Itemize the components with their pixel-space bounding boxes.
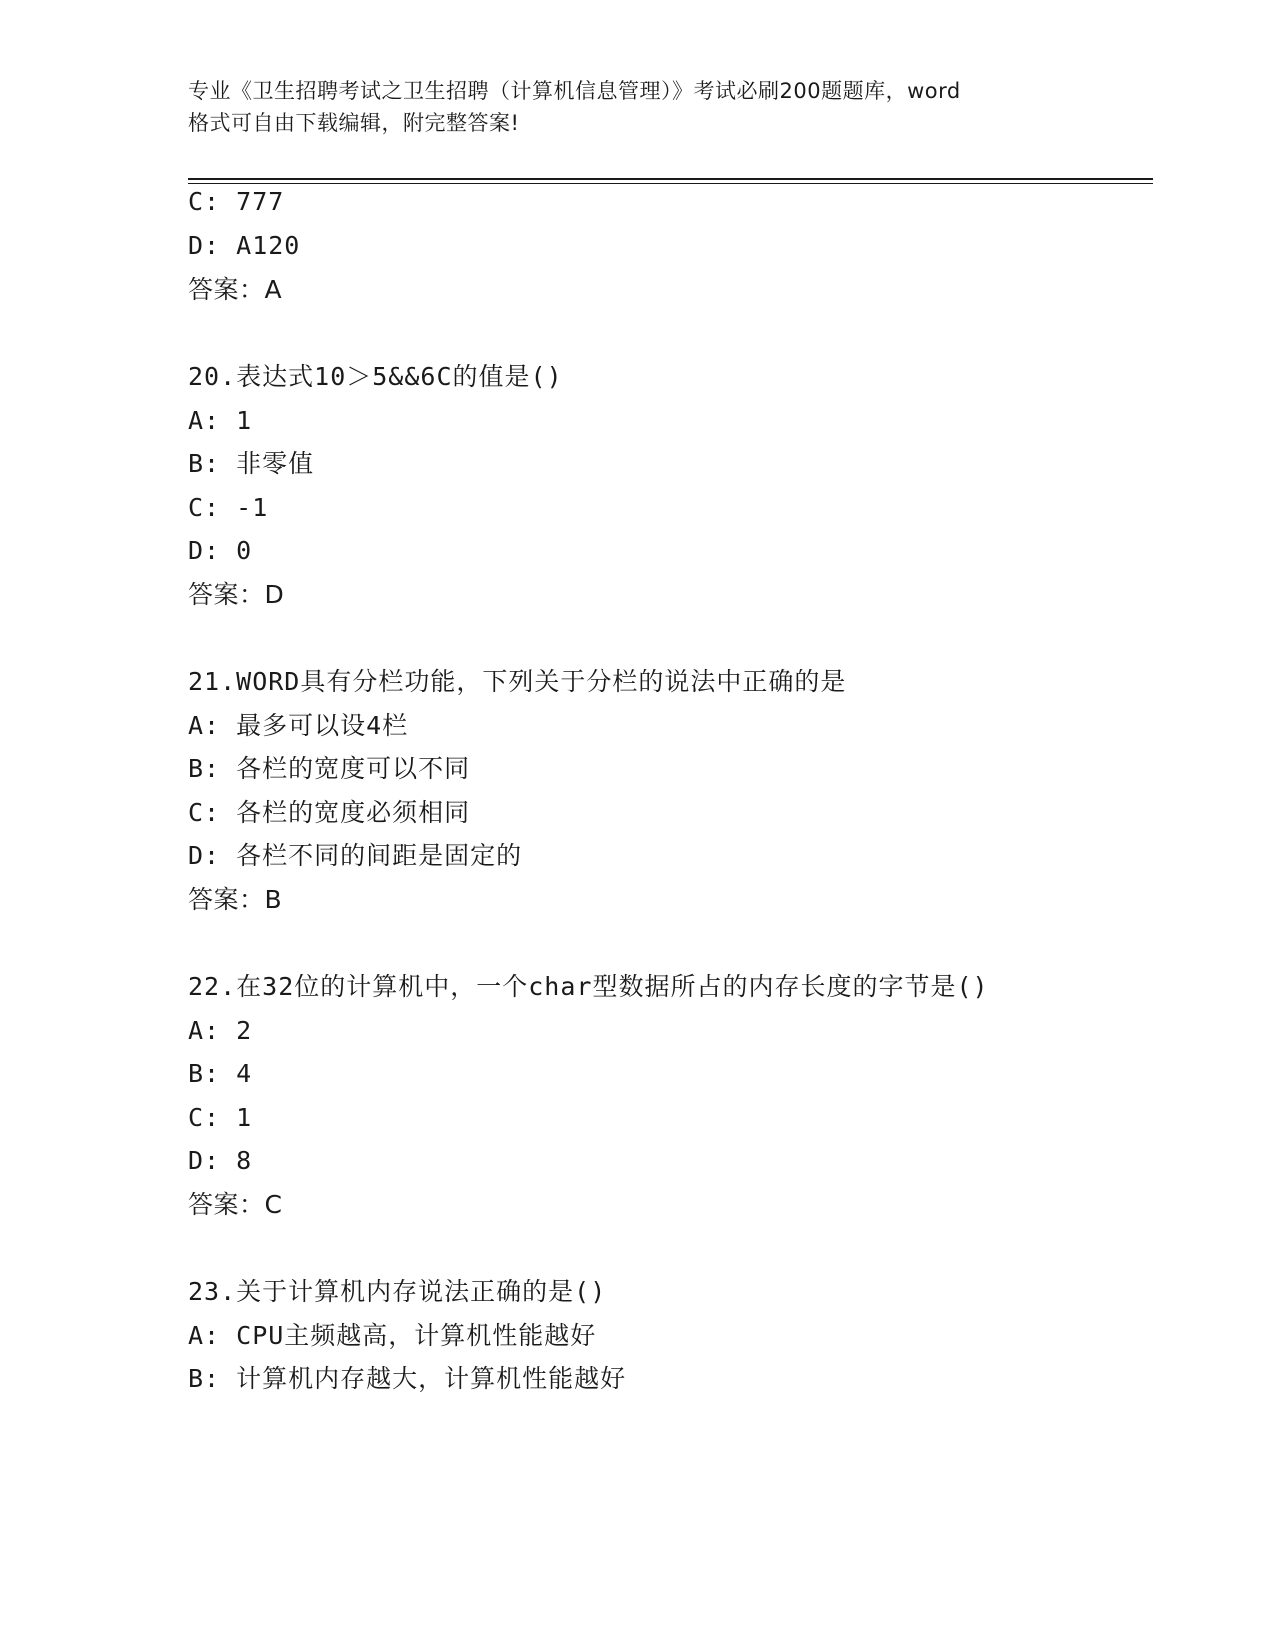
question-stem: 20.表达式10＞5&&6C的值是() [188,362,563,391]
option-a: A: CPU主频越高，计算机性能越好 [188,1321,597,1350]
option-d: D: A120 [188,231,301,260]
header-line-1: 专业《卫生招聘考试之卫生招聘（计算机信息管理）》考试必刷200题题库，word [188,79,961,103]
option-b: B: 4 [188,1059,253,1088]
document-header [188,75,1088,139]
option-d: D: 各栏不同的间距是固定的 [188,841,523,870]
header-rule-thick [188,178,1153,180]
option-d: D: 0 [188,536,253,565]
option-b: B: 各栏的宽度可以不同 [188,754,471,783]
answer-label: 答案：D [188,580,285,609]
option-a: A: 最多可以设4栏 [188,711,409,740]
header-line-2: 格式可自由下载编辑，附完整答案! [188,111,520,135]
question-stem: 23.关于计算机内存说法正确的是() [188,1277,607,1306]
option-a: A: 1 [188,406,253,435]
question-stem: 21.WORD具有分栏功能，下列关于分栏的说法中正确的是 [188,667,847,696]
option-b: B: 计算机内存越大，计算机性能越好 [188,1364,627,1393]
header-rule-thin [188,183,1153,184]
answer-label: 答案：B [188,885,283,914]
option-c: C: 各栏的宽度必须相同 [188,798,471,827]
option-c: C: 1 [188,1103,253,1132]
option-c: C: 777 [188,187,285,216]
question-stem: 22.在32位的计算机中，一个char型数据所占的内存长度的字节是() [188,972,989,1001]
option-b: B: 非零值 [188,449,315,478]
option-a: A: 2 [188,1016,253,1045]
answer-label: 答案：C [188,1190,283,1219]
option-c: C: -1 [188,493,269,522]
answer-label: 答案：A [188,275,283,304]
option-d: D: 8 [188,1146,253,1175]
